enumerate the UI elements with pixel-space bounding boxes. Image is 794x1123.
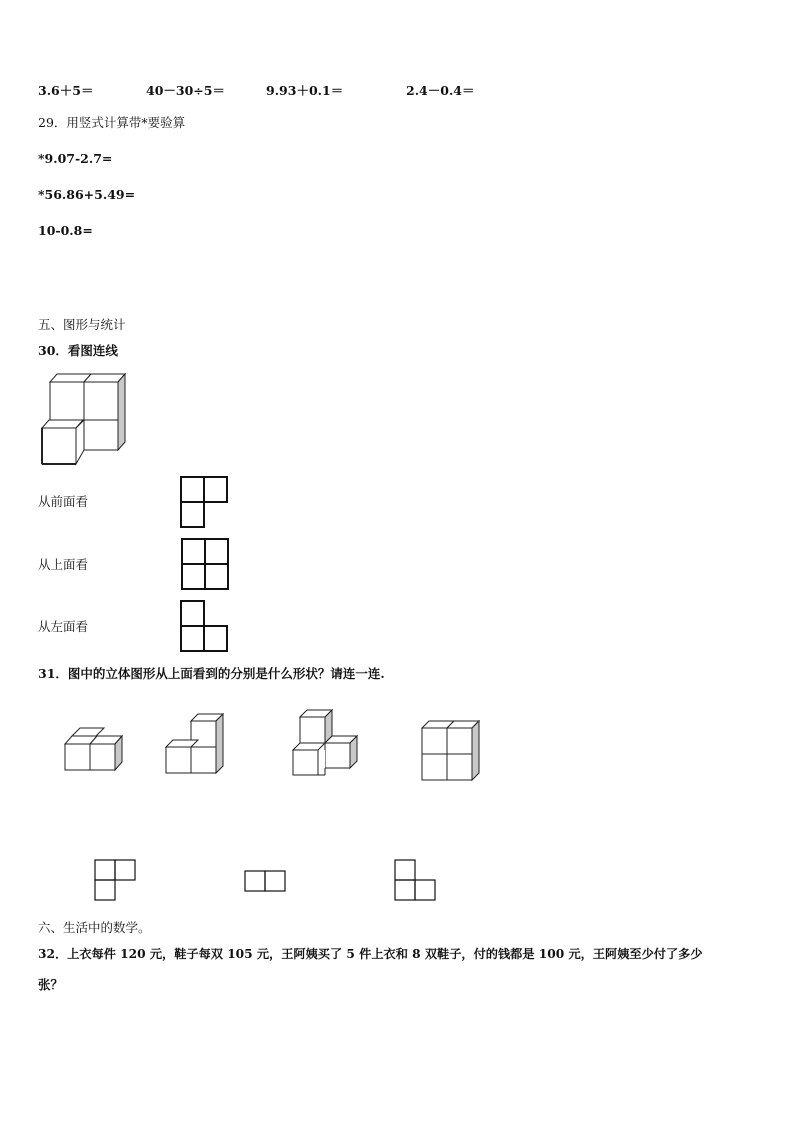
arith-item-1: 3.6＋5＝ — [38, 83, 94, 98]
section-6-heading: 六、生活中的数学。 — [38, 920, 151, 935]
q31-solid-1 — [64, 726, 128, 774]
q31-option-c — [394, 859, 438, 903]
q30-solid-figure — [38, 370, 133, 468]
arith-item-4: 2.4－0.4＝ — [406, 83, 475, 98]
view-left-label: 从左面看 — [38, 619, 89, 634]
q29-title: 29．用竖式计算带*要验算 — [38, 115, 186, 130]
view-front-label: 从前面看 — [38, 494, 89, 509]
q31-solid-3 — [292, 708, 362, 778]
view-shape-b — [181, 538, 231, 592]
section-5-heading: 五、图形与统计 — [38, 317, 126, 332]
q29-item-3: 10-0.8= — [38, 223, 93, 238]
arith-item-2: 40－30÷5＝ — [146, 83, 225, 98]
q31-option-b — [244, 870, 288, 894]
q31-solid-2 — [165, 713, 229, 775]
q31-solid-4 — [421, 720, 485, 784]
view-shape-c — [180, 600, 230, 654]
q31-option-a — [94, 859, 138, 903]
q29-item-2: *56.86+5.49= — [38, 187, 136, 202]
view-top-label: 从上面看 — [38, 557, 89, 572]
q29-item-1: *9.07-2.7= — [38, 151, 113, 166]
q32-text-line-1: 32．上衣每件 120 元，鞋子每双 105 元，王阿姨买了 5 件上衣和 8 双鞋子，付的钱都是 100 元，王阿姨至少付了多少 — [38, 947, 703, 961]
arith-item-3: 9.93＋0.1＝ — [266, 83, 344, 98]
q31-title: 31．图中的立体图形从上面看到的分别是什么形状？请连一连. — [38, 666, 385, 681]
view-shape-a — [180, 476, 230, 530]
q32-text-line-2: 张？ — [38, 977, 64, 992]
q30-title: 30．看图连线 — [38, 343, 118, 358]
